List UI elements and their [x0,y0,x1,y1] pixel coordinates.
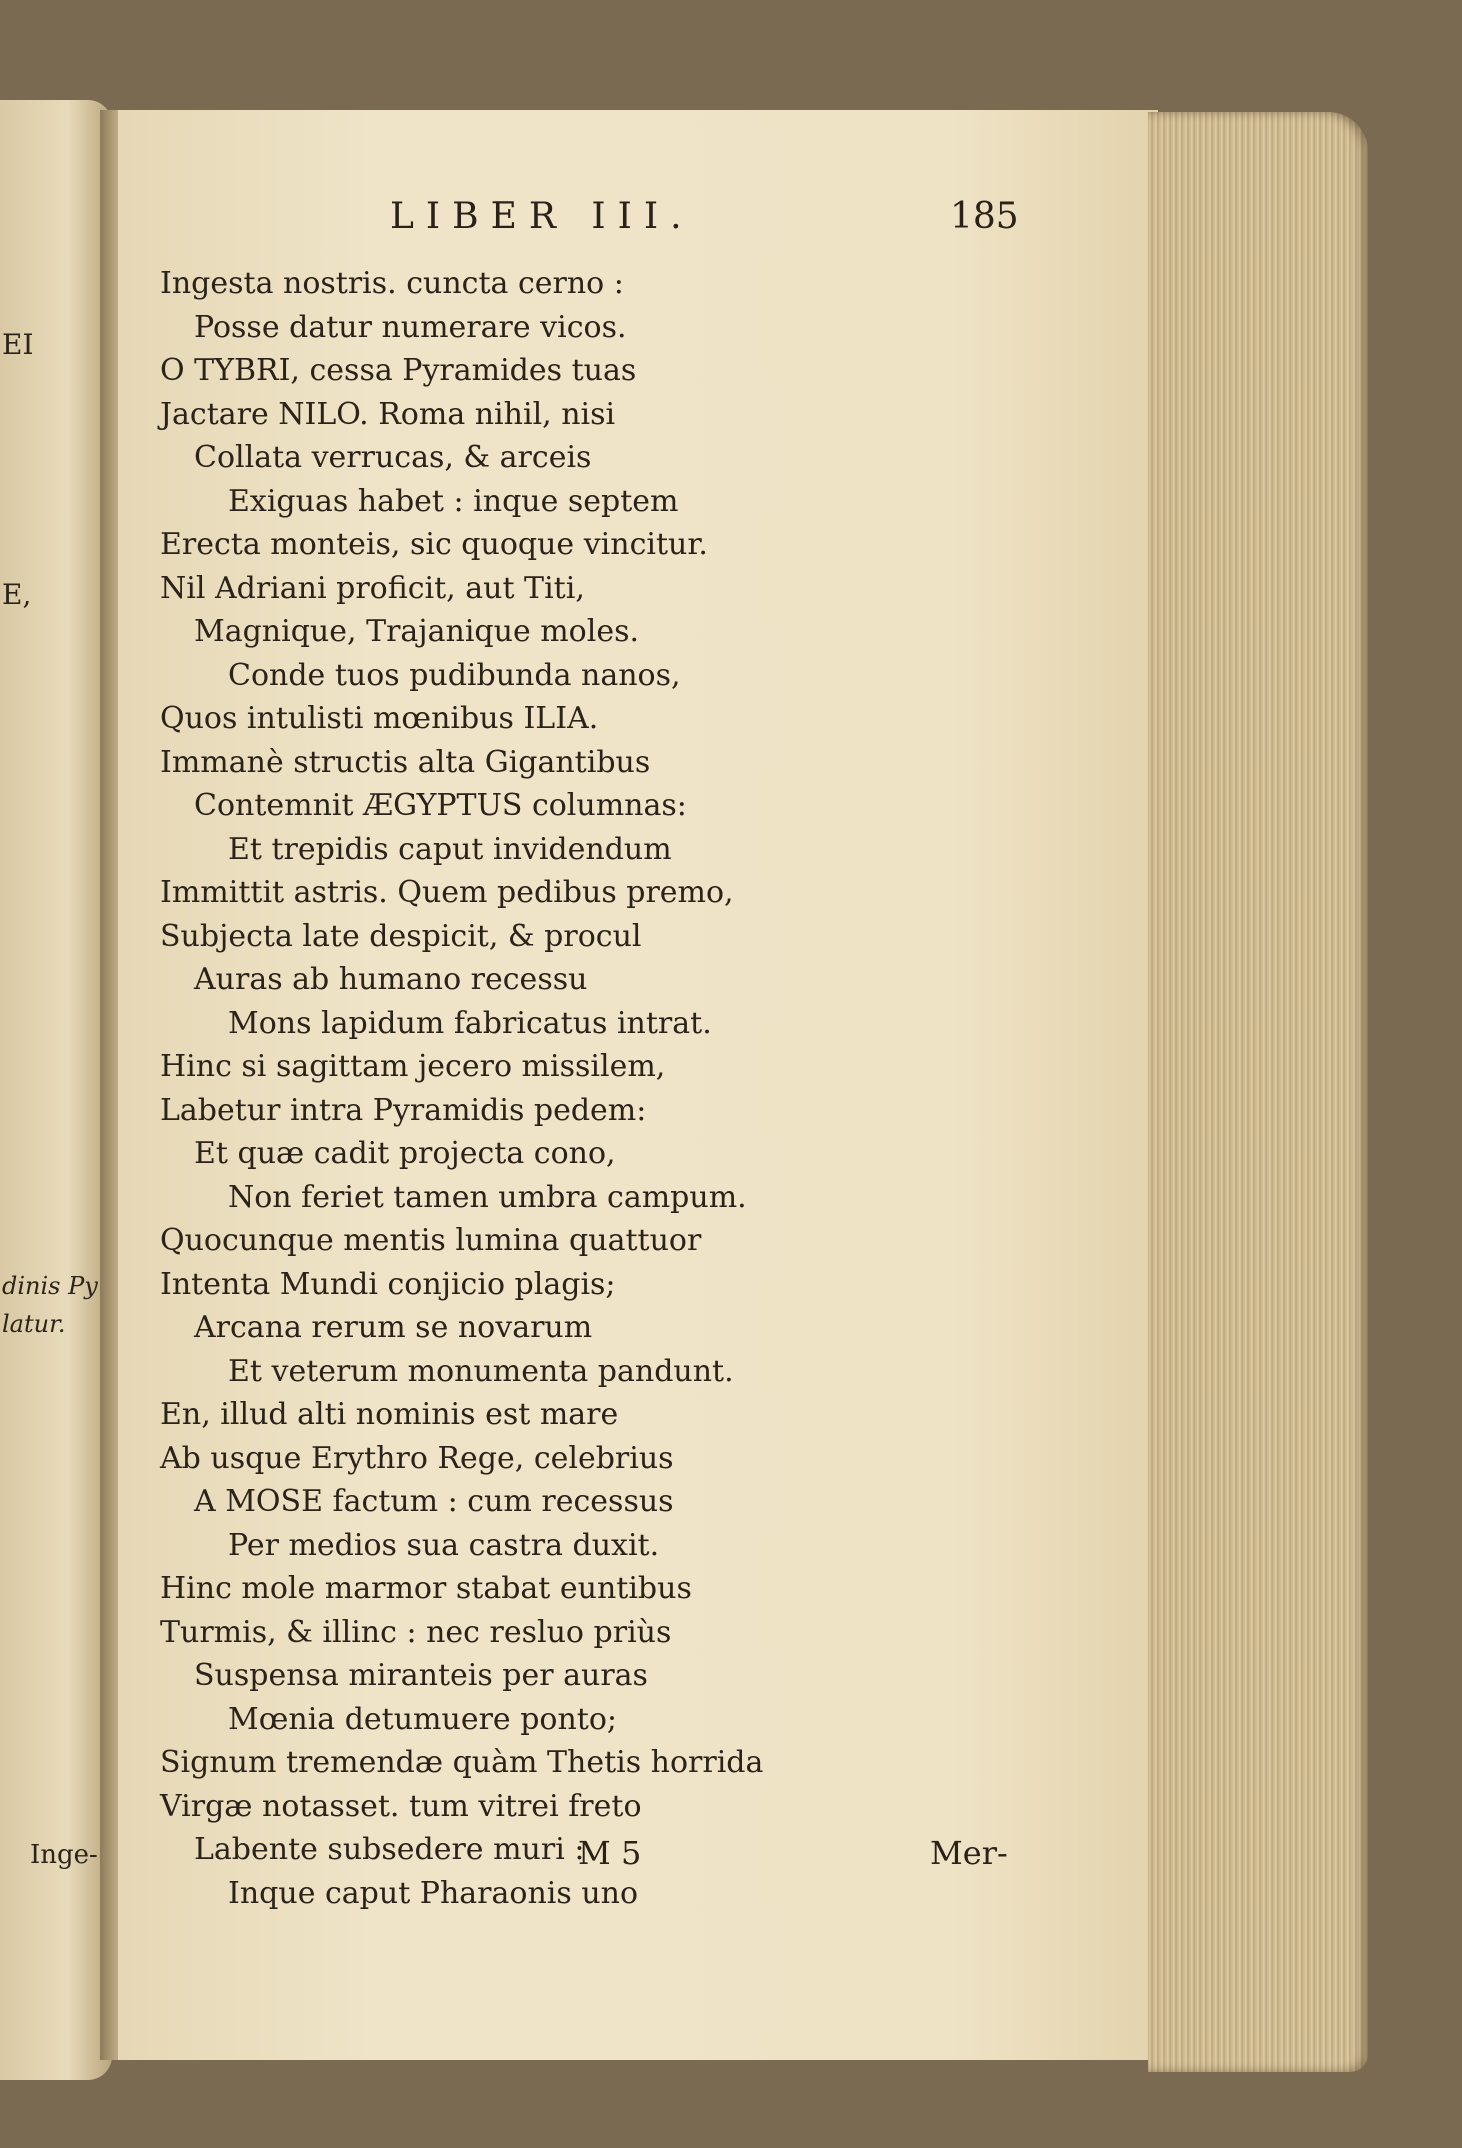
verse-line: Erecta monteis, sic quoque vincitur. [160,527,708,562]
verse-line: Mœnia detumuere ponto; [228,1701,618,1737]
verse-line: Conde tuos pudibunda nanos, [228,657,681,693]
verse-line: Virgæ notasset. tum vitrei freto [160,1788,642,1824]
verse-line: Signum tremendæ quàm Thetis horrida [160,1745,764,1780]
signature-mark: M 5 [578,1834,642,1872]
page-edges [1148,112,1368,2072]
left-margin-text: EI [2,328,34,361]
verse-line: Collata verrucas, & arceis [194,440,592,475]
left-margin-text: latur. [2,1310,66,1338]
catchword: Mer- [930,1834,1008,1872]
verse-line: Arcana rerum se novarum [194,1310,593,1345]
verse-line: Per medios sua castra duxit. [228,1527,660,1563]
verse-line: Posse datur numerare vicos. [194,309,627,345]
verse-line: Inque caput Pharaonis uno [228,1875,639,1911]
verse-line: Ab usque Erythro Rege, celebrius [160,1440,674,1476]
verse-block [160,262,1000,1915]
verse-line: Auras ab humano recessu [194,962,588,997]
verse-line: Intenta Mundi conjicio plagis; [160,1266,616,1302]
verse-line: Turmis, & illinc : nec resluo priùs [160,1614,672,1650]
left-margin-text: dinis Py [2,1272,98,1300]
verse-line: En, illud alti nominis est mare [160,1397,619,1432]
verse-line: Hinc si sagittam jecero missilem, [160,1049,666,1084]
verse-line: Immittit astris. Quem pedibus premo, [160,875,734,910]
verse-line: Ingesta nostris. cuncta cerno : [160,266,624,301]
verse-line: Suspensa miranteis per auras [194,1658,648,1693]
verse-line: Labente subsedere muri : [194,1832,585,1867]
verse-line: Et quæ cadit projecta cono, [194,1136,616,1171]
verse-line: A MOSE factum : cum recessus [194,1484,674,1519]
verse-line: Labetur intra Pyramidis pedem: [160,1092,647,1128]
verse-line: Nil Adriani proficit, aut Titi, [160,570,585,606]
left-margin-text: E, [2,578,32,611]
verse-line: Et trepidis caput invidendum [228,831,672,867]
running-header: LIBER III. [390,196,694,237]
verse-line: Subjecta late despicit, & procul [160,918,642,954]
verse-line: Jactare NILO. Roma nihil, nisi [160,396,616,432]
verse-line: O TYBRI, cessa Pyramides tuas [160,353,637,388]
verse-line: Non feriet tamen umbra campum. [228,1179,747,1215]
verse-line: Exiguas habet : inque septem [228,483,679,519]
verse-line: Immanè structis alta Gigantibus [160,744,651,780]
page-number: 185 [950,196,1019,237]
verse-line: Et veterum monumenta pandunt. [228,1353,734,1389]
verse-line: Quocunque mentis lumina quattuor [160,1223,702,1258]
verse-line: Magnique, Trajanique moles. [194,614,640,649]
left-page [0,100,112,2080]
verse-line: Hinc mole marmor stabat euntibus [160,1571,692,1606]
verse-line: Quos intulisti mœnibus ILIA. [160,701,599,736]
left-catchword: Inge- [30,1840,98,1870]
verse-line: Contemnit ÆGYPTUS columnas: [194,788,687,823]
verse-line: Mons lapidum fabricatus intrat. [228,1005,712,1041]
